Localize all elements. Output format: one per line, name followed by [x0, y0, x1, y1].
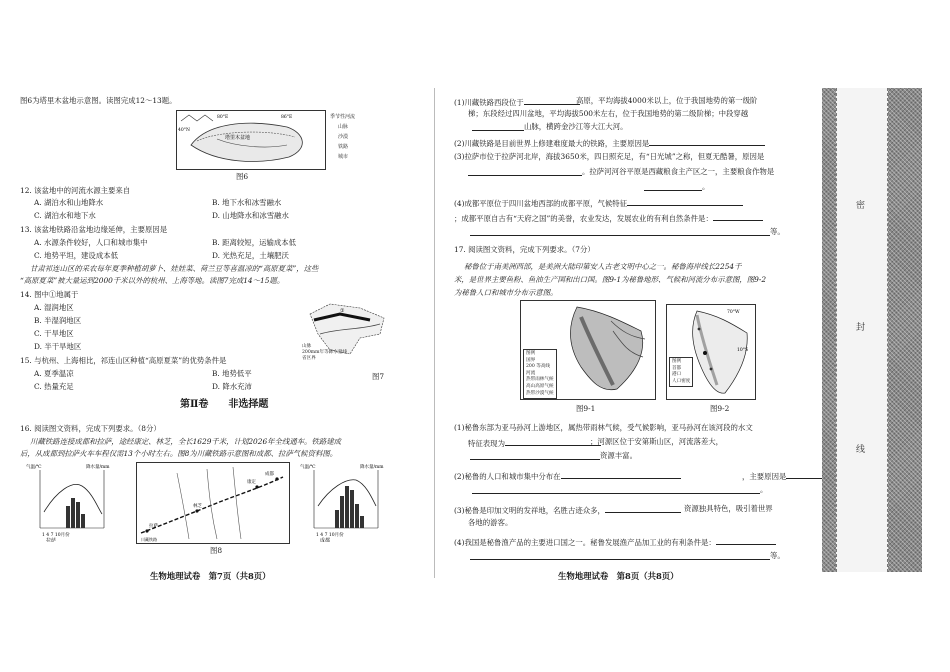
text-line	[30, 437, 341, 447]
seal-char: 线	[856, 445, 866, 455]
answer-blank[interactable]	[627, 197, 743, 206]
river	[177, 473, 189, 539]
text-line-content: 为秘鲁人口和城市分布示意图。	[454, 288, 558, 297]
figure-8-caption: 图8	[210, 546, 223, 555]
text-line	[454, 275, 766, 285]
figure-6-caption: 图6	[236, 172, 249, 181]
precip-bar	[81, 514, 85, 528]
text-line	[20, 225, 167, 235]
text-line	[454, 536, 776, 548]
map-coordinate-label: 10°S	[737, 348, 749, 353]
text-line	[212, 211, 289, 221]
text-line-content: 后，从成都到拉萨火车车程仅需13个小时左右。图8为川藏铁路示意图和成都、拉萨气候资料图。	[20, 449, 338, 458]
legend-item: 图例	[526, 351, 536, 356]
chart-label: 降水量/mm	[360, 465, 384, 470]
fig7-label: ①	[340, 308, 345, 314]
answer-blank[interactable]	[561, 470, 681, 479]
fig7-legend	[302, 344, 347, 362]
page-divider	[434, 88, 435, 578]
figure-9-1-caption: 图9-1	[576, 404, 596, 413]
page-8-footer: 生物地理试卷 第8页（共8页）	[558, 571, 679, 581]
seal-char: 封	[856, 323, 866, 333]
section-title: 第Ⅱ卷 非选择题	[180, 399, 269, 410]
text-line	[20, 186, 130, 196]
text-line-content: (1)秘鲁东部为亚马孙河上游地区，属热带雨林气候，受气候影响，亚马孙河在该河段的水文	[454, 423, 753, 432]
text-line-content: D. 半干旱地区	[34, 342, 82, 351]
text-line-content: 。	[702, 182, 710, 191]
page-7-footer: 生物地理试卷 第7页（共8页）	[150, 571, 271, 581]
text-line	[582, 167, 774, 177]
precip-bar	[335, 510, 339, 528]
text-line-content: (2)秘鲁的人口和城市集中分布在	[454, 472, 561, 481]
text-line	[454, 504, 681, 516]
answer-blank[interactable]	[505, 437, 601, 446]
text-line	[20, 424, 161, 434]
precip-bar	[340, 496, 344, 528]
legend-item: 人口密度	[672, 378, 691, 384]
legend-item: 山脉	[338, 124, 349, 130]
port-marker	[698, 328, 701, 331]
text-line-content: 等。	[770, 227, 785, 236]
legend-item: 热带沙漠气候	[526, 390, 554, 396]
text-line	[770, 227, 785, 237]
text-line	[20, 449, 337, 459]
figure-7-caption: 图7	[372, 372, 385, 381]
city-marker	[195, 509, 198, 512]
text-line-content: C. 干旱地区	[34, 329, 74, 338]
legend-item: 高山高原气候	[526, 383, 554, 389]
text-line	[34, 251, 118, 261]
text-line	[770, 551, 785, 561]
seal-char: 密	[856, 201, 866, 211]
city-marker	[255, 485, 258, 488]
text-line-content: 13. 该盆地铁路沿盆地边缘延伸，主要原因是	[20, 225, 168, 234]
text-line-content: (3)秘鲁是印加文明的发祥地，名胜古迹众多，	[454, 506, 605, 515]
river	[233, 467, 241, 539]
precip-bar	[350, 490, 354, 528]
figure-8-sichuan-tibet-railway-map	[136, 462, 290, 544]
answer-blank[interactable]	[786, 470, 826, 479]
chart-label: 1 4 7 10月份	[316, 533, 344, 538]
legend-item: 河流	[526, 370, 536, 376]
text-line	[212, 238, 296, 248]
text-line-content: 梯；东段经过四川盆地，平均海拔500米左右，位于我国地势的第二级阶梯；中段穿越	[468, 109, 749, 118]
text-line	[742, 470, 826, 482]
legend-item: 热带雨林气候	[526, 377, 554, 383]
text-line	[34, 329, 74, 339]
text-line	[20, 96, 177, 106]
fig9-2-legend	[669, 357, 693, 387]
legend-item: 首都	[672, 365, 682, 371]
text-line-content: 14. 图中①地属于	[20, 290, 79, 299]
text-line-content: 米，是世界主要鱼粉、鱼油生产国和出口国。图9-1为秘鲁地形、气候和河流分布示意图，图9-2	[454, 275, 767, 284]
text-line	[20, 290, 78, 300]
answer-blank[interactable]	[470, 451, 600, 460]
precip-bar	[360, 516, 364, 528]
text-line-content: 。拉萨河河谷平原是西藏粮食主产区之一，主要粮食作物是	[582, 167, 775, 176]
text-line	[464, 262, 741, 272]
railway-map-svg	[137, 463, 289, 543]
text-line	[212, 198, 281, 208]
text-line	[34, 198, 103, 208]
text-line	[454, 288, 557, 298]
text-line	[684, 504, 773, 514]
chart-label: 降水量/mm	[86, 465, 110, 470]
text-line	[454, 96, 580, 108]
legend-item: 国界	[526, 357, 536, 363]
text-line	[454, 212, 763, 224]
answer-blank[interactable]	[644, 182, 702, 191]
chart-label: 1 4 7 10月份	[42, 533, 70, 538]
map-label: 康定	[247, 480, 256, 485]
chart-label: 气温/℃	[300, 465, 316, 470]
answer-blank[interactable]	[716, 536, 776, 545]
text-line	[34, 238, 148, 248]
text-line	[590, 437, 723, 447]
chengdu-chart-svg	[300, 462, 392, 542]
text-line-content: ；成都平原自古有“天府之国”的美誉，农业发达，发展农业的有利自然条件是：	[454, 214, 713, 223]
text-line	[34, 211, 96, 221]
text-line-content: (4)成都平原位于四川盆地西部的成都平原，气候特征	[454, 199, 628, 208]
fig9-1-legend	[523, 349, 557, 399]
answer-blank[interactable]	[649, 137, 765, 146]
text-line	[576, 96, 757, 106]
railway-route	[141, 477, 283, 533]
text-line	[454, 470, 681, 482]
text-line	[30, 264, 318, 274]
map-label: 成都	[265, 472, 274, 477]
lhasa-chart-svg	[26, 462, 118, 542]
text-line	[468, 109, 748, 119]
legend-item: 铁路	[338, 144, 349, 150]
figure-8-lhasa-climate-chart	[26, 462, 118, 542]
map-coordinate-label: 70°W	[727, 310, 740, 315]
text-line-content: (4)我国是秘鲁渔产品的主要进口国之一。秘鲁发展渔产品加工业的有利条件是：	[454, 538, 716, 547]
text-line-content: 资源独具特色，吸引着世界	[684, 504, 773, 513]
answer-blank[interactable]	[524, 96, 580, 105]
text-line	[212, 369, 252, 379]
text-line-content: A. 湿润地区	[34, 303, 74, 312]
figure-9-2-peru-population-map	[666, 304, 756, 400]
chart-city-label: 成都	[320, 538, 331, 542]
text-line-content: (1)川藏铁路西段位于	[454, 98, 524, 107]
figure-9-1-peru-terrain-climate-map	[520, 300, 656, 400]
text-line	[468, 518, 512, 528]
text-line-content: ；河源区位于安第斯山区，河流落差大，	[590, 437, 724, 446]
legend-item: 200 等高线	[526, 364, 551, 370]
chart-city-label: 拉萨	[46, 538, 57, 542]
text-line-content: 16. 阅读图文资料，完成下列要求。（8分）	[20, 424, 161, 433]
answer-blank[interactable]	[470, 227, 770, 236]
text-line-content: C. 湖泊水和地下水	[34, 211, 96, 220]
text-line-content: 17. 阅读图文资料，完成下列要求。（7分）	[454, 245, 595, 254]
answer-blank[interactable]	[472, 122, 524, 131]
text-line	[34, 316, 81, 326]
figure-8-chengdu-climate-chart	[300, 462, 392, 542]
capital-marker	[703, 351, 707, 355]
legend-item: 季节性河流	[330, 114, 356, 120]
port-marker	[710, 368, 713, 371]
text-line	[34, 342, 81, 352]
text-line-content: D. 光热充足，土壤肥沃	[212, 251, 289, 260]
text-line	[760, 485, 767, 495]
mountain-symbol	[181, 115, 213, 121]
city-marker	[275, 477, 278, 480]
fig6-label: 86°E	[281, 115, 293, 120]
text-line	[34, 303, 74, 313]
answer-blank[interactable]	[605, 504, 681, 513]
text-line-content: A. 夏季温凉	[34, 369, 74, 378]
precip-bar	[76, 502, 80, 528]
text-line-content: C. 热量充足	[34, 382, 74, 391]
map-label: 拉萨	[149, 524, 158, 529]
map-label: 林芝	[193, 504, 202, 509]
text-line-content: ，主要原因是	[742, 472, 787, 481]
text-line-content: 15. 与杭州、上海相比，祁连山区种植“高原夏菜”的优势条件是	[20, 356, 227, 365]
text-line-content: 等。	[770, 551, 785, 560]
text-line-content: A. 湖泊水和山地降水	[34, 198, 104, 207]
figure-6-tarim-basin-map	[176, 110, 326, 170]
text-line-content: B. 距离较短，运输成本低	[212, 238, 297, 247]
text-line	[212, 251, 289, 261]
text-line	[20, 356, 226, 366]
map-legend: 川藏铁路	[141, 537, 157, 542]
legend-item: 省区界	[302, 356, 316, 361]
legend-item: 山脉	[302, 344, 312, 349]
text-line-content: A. 水源条件较好，人口和城市集中	[34, 238, 148, 247]
text-line-content: B. 地下水和冰雪融水	[212, 198, 282, 207]
text-line-content: 。	[760, 485, 768, 494]
text-line	[34, 382, 74, 392]
text-line	[212, 382, 252, 392]
text-line-content: 甘肃祁连山区的采农每年夏季种植胡萝卜、娃娃菜、荷兰豆等喜温凉的“高原夏菜”，这些	[30, 264, 319, 273]
text-line-content: D. 山地降水和冰雪融水	[212, 211, 289, 220]
text-line	[524, 122, 627, 132]
precip-bar	[71, 498, 75, 528]
fig6-label: 80°E	[217, 115, 229, 120]
fig6-label: 40°N	[178, 128, 190, 133]
legend-item: 港口	[672, 372, 682, 378]
text-line	[702, 182, 709, 192]
text-line-content: 资源丰富。	[600, 451, 637, 460]
text-line-content: (2)川藏铁路是目前世界上修建难度最大的铁路，主要原因是	[454, 139, 650, 148]
text-line	[454, 423, 753, 433]
precip-bar	[355, 504, 359, 528]
city-marker	[145, 529, 148, 532]
legend-item: 城市	[338, 154, 349, 160]
text-line-content: “高原夏菜”被大量运到2000千米以外的杭州、上海等地。读图7完成14～15题。	[20, 276, 285, 285]
figure-6-legend	[326, 112, 374, 164]
answer-blank[interactable]	[713, 212, 763, 221]
text-line-content: 川藏铁路连接成都和拉萨，途经康定、林芝，全长1629千米，计划2026年全线通车。铁路建成	[30, 437, 342, 446]
tarim-basin-svg	[177, 111, 325, 169]
answer-blank[interactable]	[470, 551, 770, 560]
legend-item: 沙漠	[338, 134, 349, 140]
exam-page-8	[440, 0, 822, 672]
text-line-content: 12. 该盆地中的河流水源主要来自	[20, 186, 131, 195]
text-line-content: 各地的游客。	[468, 518, 513, 527]
text-line-content: (3)拉萨市位于拉萨河北岸，海拔3650米，四日照充足，有“日光城”之称，但夏无酷暑，原因是	[454, 152, 765, 161]
figure-9-2-caption: 图9-2	[710, 404, 730, 413]
text-line	[468, 437, 601, 449]
text-line-content: 秘鲁位于南美洲西部，是美洲大陆印第安人古老文明中心之一。秘鲁海岸线长2254千	[464, 262, 742, 271]
text-line-content: B. 半湿润地区	[34, 316, 82, 325]
text-line-content: 特征表现为	[468, 439, 505, 448]
text-line	[34, 369, 74, 379]
exam-page-7	[0, 0, 428, 672]
answer-blank[interactable]	[468, 167, 582, 176]
text-line-content: 高原，平均海拔4000米以上，位于我国地势的第一级阶	[576, 96, 758, 105]
text-line	[454, 137, 765, 149]
legend-item: 200mm年等降水量线	[302, 350, 348, 355]
text-line	[600, 451, 637, 461]
text-line	[454, 197, 743, 209]
binding-strip	[822, 88, 922, 572]
text-line	[454, 245, 595, 255]
text-line-content: 图6为塔里木盆地示意图。读图完成12～13题。	[20, 96, 177, 105]
precip-bar	[66, 506, 70, 528]
text-line	[454, 152, 764, 162]
text-line-content: D. 降水充沛	[212, 382, 252, 391]
text-line-content: 山脉，横跨金沙江等大江大河。	[524, 122, 628, 131]
basin-outline	[191, 123, 302, 161]
text-line	[20, 276, 284, 286]
text-line-content: B. 地势低平	[212, 369, 252, 378]
text-line-content: C. 地势平坦，建设成本低	[34, 251, 118, 260]
precip-bar	[345, 486, 349, 528]
chart-label: 气温/℃	[26, 465, 42, 470]
answer-blank[interactable]	[472, 485, 760, 494]
fig6-label: 塔里木盆地	[225, 135, 251, 141]
legend-item: 图例	[672, 359, 682, 364]
